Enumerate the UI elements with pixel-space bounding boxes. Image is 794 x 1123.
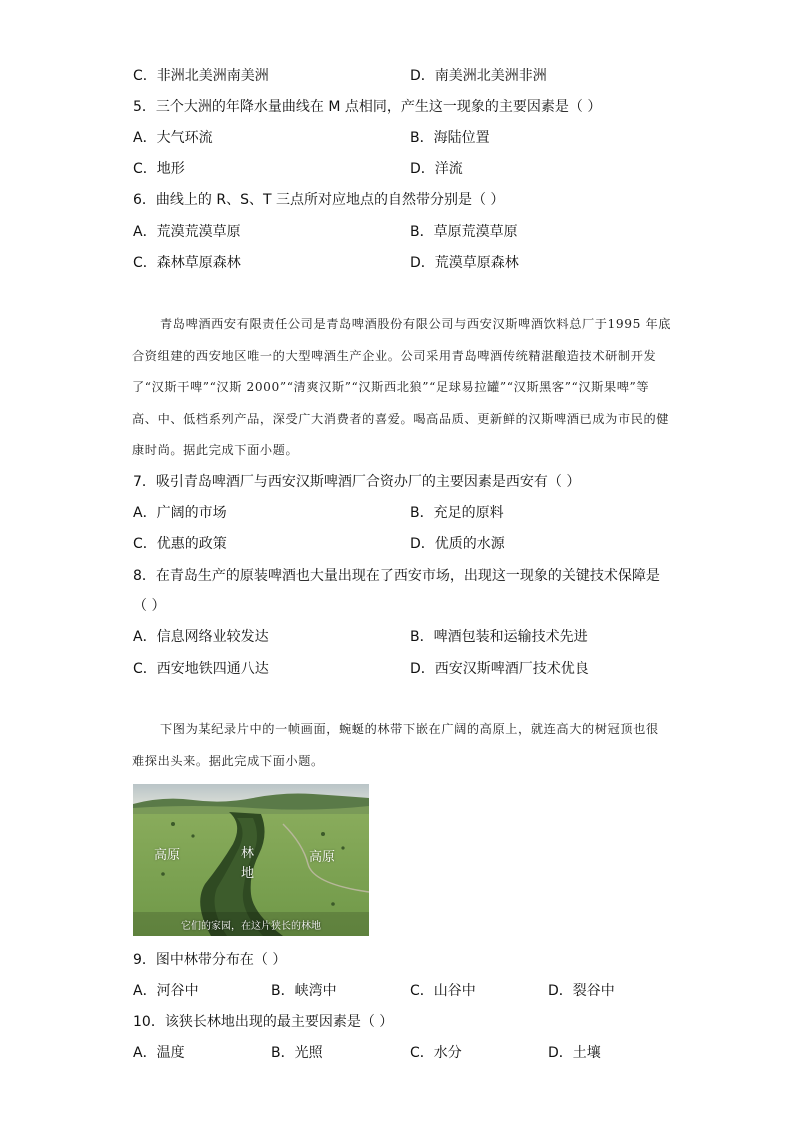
q6-option-d: D．荒漠草原森林: [410, 255, 519, 271]
q8-option-b: B．啤酒包装和运输技术先进: [410, 629, 588, 645]
photo-label-plateau-right: 高原: [309, 850, 336, 865]
q10-option-d: D．土壤: [548, 1045, 601, 1061]
q9-option-b: B．峡湾中: [271, 983, 337, 999]
q7-stem: 7．吸引青岛啤酒厂与西安汉斯啤酒厂合资办厂的主要因素是西安有（ ）: [133, 474, 581, 490]
q9-stem: 9．图中林带分布在（ ）: [133, 952, 287, 968]
q5-option-b: B．海陆位置: [410, 130, 490, 146]
q4-option-d: D．南美洲北美洲非洲: [410, 68, 547, 84]
photo-label-plateau-left: 高原: [154, 848, 181, 863]
photo-label-forest-1: 林: [241, 846, 255, 861]
q5-stem: 5．三个大洲的年降水量曲线在 M 点相同，产生这一现象的主要因素是（ ）: [133, 99, 602, 115]
q10-option-a: A．温度: [133, 1045, 185, 1061]
q6-option-c: C．森林草原森林: [133, 255, 241, 271]
q4-option-c: C．非洲北美洲南美洲: [133, 68, 269, 84]
passage-beer: [132, 309, 672, 467]
q10-option-b: B．光照: [271, 1045, 323, 1061]
q5-option-d: D．洋流: [410, 161, 463, 177]
q9-option-a: A．河谷中: [133, 983, 199, 999]
q6-option-b: B．草原荒漠草原: [410, 224, 518, 240]
q8-option-d: D．西安汉斯啤酒厂技术优良: [410, 661, 589, 677]
passage-beer-text: 青岛啤酒西安有限责任公司是青岛啤酒股份有限公司与西安汉斯啤酒饮料总厂于1995 年底合资组建的西安地区唯一的大型啤酒生产企业。公司采用青岛啤酒传统精湛酿造技术研制开发了“汉斯干啤”“汉斯 2000”“清爽汉斯”“汉斯西北狼”“足球易拉罐”“汉斯黑客”“汉斯果啤”等高、中、低档系列产品，深受广大消费者的喜爱。喝高品质、更新鲜的汉斯啤酒已成为市民的健康时尚。据此完成下面小题。: [132, 317, 672, 457]
q7-option-c: C．优惠的政策: [133, 536, 227, 552]
q5-option-a: A．大气环流: [133, 130, 213, 146]
photo-caption: 它们的家园，在这片狭长的林地: [181, 921, 321, 932]
q10-option-c: C．水分: [410, 1045, 462, 1061]
q6-option-a: A．荒漠荒漠草原: [133, 224, 241, 240]
q8-stem: 8．在青岛生产的原装啤酒也大量出现在了西安市场，出现这一现象的关键技术保障是: [133, 568, 660, 584]
q7-option-a: A．广阔的市场: [133, 505, 227, 521]
q8-option-a: A．信息网络业较发达: [133, 629, 269, 645]
photo-label-forest-2: 地: [241, 866, 255, 881]
passage-forest: [132, 714, 667, 777]
q8-option-c: C．西安地铁四通八达: [133, 661, 269, 677]
q6-stem: 6．曲线上的 R、S、T 三点所对应地点的自然带分别是（ ）: [133, 192, 505, 208]
passage-forest-text: 下图为某纪录片中的一帧画面，蜿蜒的林带下嵌在广阔的高原上，就连高大的树冠顶也很难探出头来。据此完成下面小题。: [132, 722, 659, 768]
q10-stem: 10．该狭长林地出现的最主要因素是（ ）: [133, 1014, 394, 1030]
q7-option-d: D．优质的水源: [410, 536, 505, 552]
documentary-photo: [133, 784, 369, 936]
q8-stem-paren: （ ）: [133, 598, 166, 614]
q9-option-c: C．山谷中: [410, 983, 476, 999]
q7-option-b: B．充足的原料: [410, 505, 504, 521]
q9-option-d: D．裂谷中: [548, 983, 615, 999]
q5-option-c: C．地形: [133, 161, 185, 177]
